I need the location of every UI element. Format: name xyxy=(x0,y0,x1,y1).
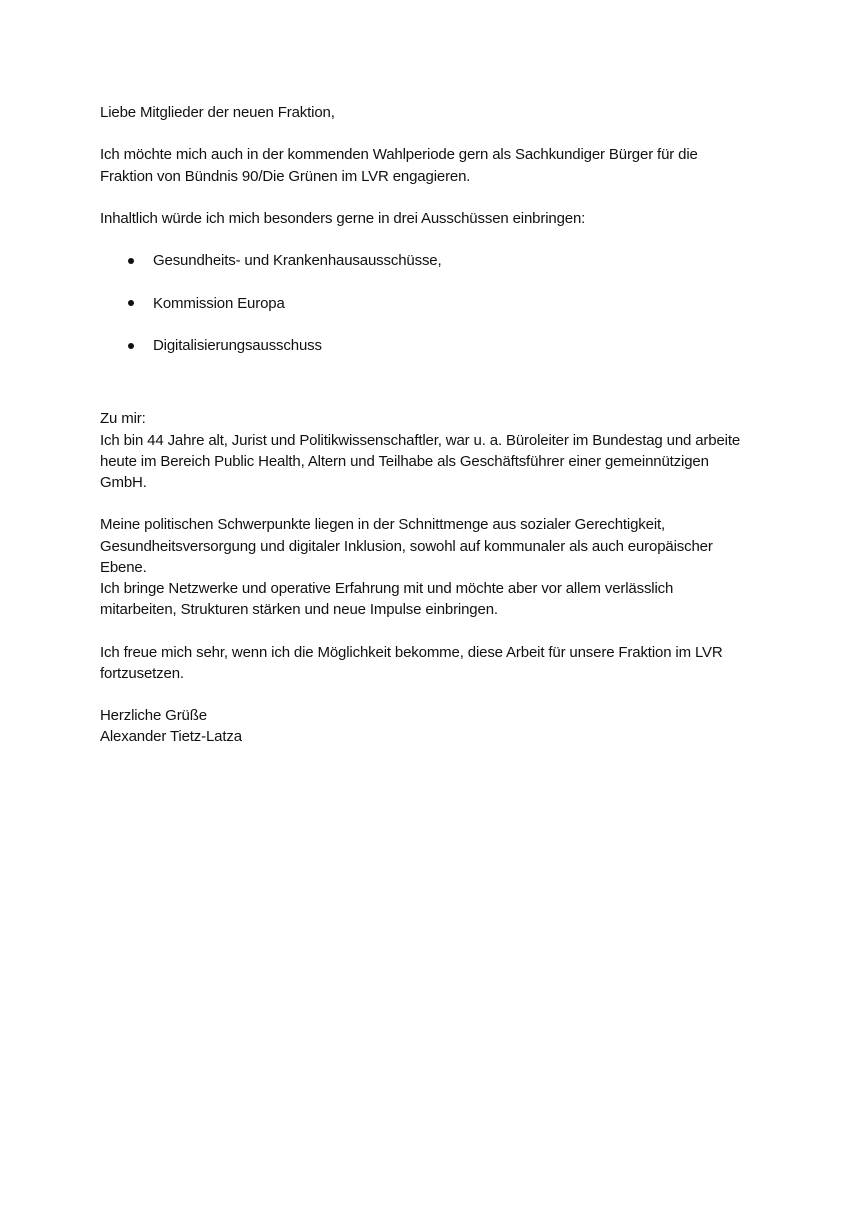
paragraph-gap xyxy=(100,620,770,641)
committee-list-item xyxy=(100,293,770,314)
about-line-1: Ich bin 44 Jahre alt, Jurist und Politikwissenschaftler, war u. a. Büroleiter im Bundestag und arbeite xyxy=(100,431,741,449)
about-line-2: heute im Bereich Public Health, Altern und Teilhabe als Geschäftsführer einer gemeinnützigen xyxy=(100,452,709,470)
committees-intro: Inhaltlich würde ich mich besonders gerne in drei Ausschüssen einbringen: xyxy=(100,209,586,227)
about-heading: Zu mir: xyxy=(100,410,146,428)
bullet-icon xyxy=(128,343,134,349)
committee-list-item xyxy=(100,335,770,356)
focus-line-5: mitarbeiten, Strukturen stärken und neue Impulse einbringen. xyxy=(100,601,498,619)
focus-line-2: Gesundheitsversorgung und digitaler Inklusion, sowohl auf kommunaler als auch europäischer xyxy=(100,537,713,555)
paragraph-gap xyxy=(100,123,770,144)
bullet-icon xyxy=(128,300,134,306)
closing-line-2: fortzusetzen. xyxy=(100,664,184,682)
regards: Herzliche Grüße xyxy=(100,707,207,725)
committee-label: Kommission Europa xyxy=(153,294,285,312)
committee-list-item xyxy=(100,250,770,271)
paragraph-gap xyxy=(100,187,770,208)
committee-list xyxy=(100,250,770,356)
signature-name: Alexander Tietz-Latza xyxy=(100,728,242,746)
focus-line-1: Meine politischen Schwerpunkte liegen in der Schnittmenge aus sozialer Gerechtigkeit, xyxy=(100,516,666,534)
intro-line-2: Fraktion von Bündnis 90/Die Grünen im LVR engagieren. xyxy=(100,167,471,185)
paragraph-gap xyxy=(100,229,770,250)
closing-line-1: Ich freue mich sehr, wenn ich die Möglichkeit bekomme, diese Arbeit für unsere Fraktion im LVR xyxy=(100,643,723,661)
greeting: Liebe Mitglieder der neuen Fraktion, xyxy=(100,104,335,121)
committee-label: Digitalisierungsausschuss xyxy=(153,337,322,355)
about-line-3: GmbH. xyxy=(100,473,147,491)
focus-line-3: Ebene. xyxy=(100,558,147,576)
intro-line-1: Ich möchte mich auch in der kommenden Wahlperiode gern als Sachkundiger Bürger für die xyxy=(100,146,698,164)
focus-line-4: Ich bringe Netzwerke und operative Erfahrung mit und möchte aber vor allem verlässlich xyxy=(100,579,674,597)
section-gap xyxy=(100,356,770,408)
letter-body xyxy=(100,102,770,748)
paragraph-gap xyxy=(100,684,770,705)
paragraph-gap xyxy=(100,493,770,514)
committee-label: Gesundheits- und Krankenhausausschüsse, xyxy=(153,252,442,270)
bullet-icon xyxy=(128,258,134,264)
